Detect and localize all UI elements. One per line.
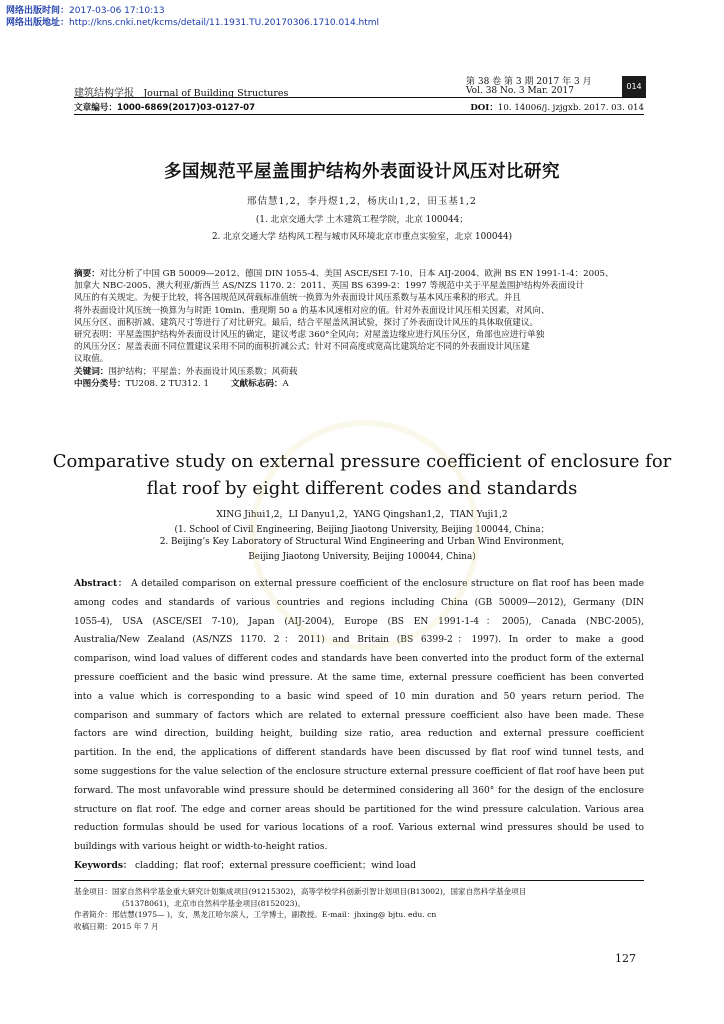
article-number-badge: 014 xyxy=(622,76,646,98)
abstract-cn-line: 研究表明：平屋盖围护结构外表面设计风压的确定，建议考虑 360°全风向；对屋盖边缘应进行风压分区，角部也应进行单独 xyxy=(74,330,545,341)
doi-value[interactable]: 10. 14006/j. jzjgxb. 2017. 03. 014 xyxy=(497,103,644,113)
abstract-en-line: factors are wind direction, building height, building size ratio, area reduction and external pressure coefficient xyxy=(74,729,644,740)
abstract-cn-line: 将外表面设计风压统一换算为与时距 10min、重现期 50 a 的基本风速相对应的值。针对外表面设计风压相关因素，对风向、 xyxy=(74,305,550,316)
abstract-en xyxy=(74,575,644,876)
abstract-cn-label: 摘要： xyxy=(74,269,100,279)
authors-en: XING Jihui1,2，LI Danyu1,2，YANG Qingshan1,2，TIAN Yuji1,2 xyxy=(216,510,508,520)
abstract-en-line: partition. In the end, the applications of different standards have been discussed by flat roof wind tunnel tests, and xyxy=(74,748,644,759)
abstract-cn xyxy=(74,268,644,390)
abstract-en-line: comparison, wind load values of different codes and standards have been converted into the product form of the external xyxy=(74,654,644,665)
abstract-cn-line: 议取值。 xyxy=(74,354,109,365)
abstract-cn-line: 风压的有关规定。为便于比较，将各国规范风荷载标准值统一换算为外表面设计风压系数与基本风压乘积的形式。并且 xyxy=(74,293,521,304)
keywords-en-value: cladding；flat roof；external pressure coefficient；wind load xyxy=(134,860,416,871)
publish-time-value: 2017-03-06 17:10:13 xyxy=(69,6,165,16)
received-date-line: 收稿日期：2015 年 7 月 xyxy=(74,921,159,931)
journal-issue-cn: 第 38 卷 第 3 期 2017 年 3 月 xyxy=(466,77,592,87)
keywords-cn-value: 围护结构；平屋盖；外表面设计风压系数；风荷载 xyxy=(108,366,298,377)
abstract-en-line: some suggestions for the value selection of the enclosure structure external pressure coefficient of flat roof have been put xyxy=(74,766,644,777)
clc-value: TU208. 2 TU312. 1 xyxy=(125,378,209,389)
fund-line: 基金项目：国家自然科学基金重大研究计划集成项目(91215302)，高等学校学科创新引智计划项目(B13002)，国家自然科学基金项目 xyxy=(74,887,527,896)
footnotes xyxy=(74,886,644,932)
abstract-cn-line: 摘要：对比分析了中国 GB 50009—2012、德国 DIN 1055-4、美国 ASCE/SEI 7-10、日本 AIJ-2004、欧洲 BS EN 1991-1-4：2005、 xyxy=(74,269,614,279)
affiliation-en-1: (1. School of Civil Engineering, Beijing Jiaotong University, Beijing 100044, China； xyxy=(174,525,550,535)
fund-line-continued: (51378061)，北京市自然科学基金项目(8152023)。 xyxy=(122,898,306,908)
abstract-en-line: pressure coefficient and the basic wind pressure. At the same time, external pressure coefficient has been converted xyxy=(74,672,644,683)
header-rule-thick xyxy=(74,97,644,98)
header-rule-thin xyxy=(74,114,644,115)
abstract-en-line: structure on flat roof. The edge and corner areas should be partitioned for the wind pressure calculation. Various area xyxy=(74,804,644,815)
author-intro-line: 作者简介：邢佶慧(1975— )，女，黑龙江哈尔滨人，工学博士，副教授。E-mail：jhxing@ bjtu. edu. cn xyxy=(74,910,437,919)
abstract-cn-line: 加拿大 NBC-2005、澳大利亚/新西兰 AS/NZS 1170. 2：2011、英国 BS 6399-2：1997 等规范中关于平屋盖围护结构外表面设计 xyxy=(74,281,585,292)
affiliation-cn-2: 2. 北京交通大学 结构风工程与城市风环境北京市重点实验室，北京 100044) xyxy=(211,232,513,242)
journal-name-en: Journal of Building Structures xyxy=(143,88,289,99)
publish-url-label: 网络出版地址： xyxy=(6,18,70,28)
abstract-en-line: forward. The most unfavorable wind pressure should be determined considering all 360° for the design of the enclosure xyxy=(74,785,644,796)
publish-time-label: 网络出版时间： xyxy=(6,6,70,16)
article-number: 文章编号：1000-6869(2017)03-0127-07 xyxy=(74,103,256,113)
abstract-en-line: among codes and standards of various countries and regions including China (GB 50009—2012), Germany (DIN xyxy=(74,597,644,608)
title-en-line-2: flat roof by eight different codes and standards xyxy=(146,478,578,499)
classification-line xyxy=(74,378,644,390)
abstract-en-label: Abstract： xyxy=(74,578,128,589)
abstract-en-line: reduction formulas should be used for various locations of a roof. Various external wind pressures should be used to xyxy=(74,823,644,834)
abstract-en-line: 1055-4), USA (ASCE/SEI 7-10), Japan (AIJ-2004), Europe (BS EN 1991-1-4：2005), Canada (NBC-2005), xyxy=(74,616,644,627)
abstract-en-line: into a value which is corresponding to a basic wind speed of 10 min duration and 50 years return period. The xyxy=(74,691,644,702)
footnote-rule xyxy=(74,880,644,881)
clc-label: 中图分类号： xyxy=(74,378,126,389)
doc-code-label: 文献标志码： xyxy=(230,378,283,389)
affiliation-cn-1: (1. 北京交通大学 土木建筑工程学院，北京 100044； xyxy=(255,215,469,225)
doi xyxy=(470,101,644,113)
authors-cn: 邢佶慧1,2，李丹煜1,2，杨庆山1,2，田玉基1,2 xyxy=(247,196,477,207)
keywords-en-label: Keywords： xyxy=(74,859,133,871)
keywords-cn xyxy=(74,366,644,378)
title-cn: 多国规范平屋盖围护结构外表面设计风压对比研究 xyxy=(164,162,560,182)
cnki-publish-url xyxy=(6,15,379,28)
doi-label: DOI： xyxy=(470,103,498,113)
title-en-line-1: Comparative study on external pressure coefficient of enclosure for xyxy=(52,451,672,472)
affiliation-en-3: Beijing Jiaotong University, Beijing 100044, China) xyxy=(248,552,476,562)
doc-code-value: A xyxy=(282,378,289,389)
abstract-en-line: Australia/New Zealand (AS/NZS 1170. 2：2011) and Britain (BS 6399-2：1997). In order to make a good xyxy=(74,635,644,646)
keywords-en xyxy=(74,857,644,876)
abstract-en-line: comparison and summary of factors which are related to external pressure coefficient also have been made. These xyxy=(74,710,644,721)
journal-name-cn: 建筑结构学报 xyxy=(74,88,134,99)
abstract-en-line: Abstract： A detailed comparison on external pressure coefficient of the enclosure structure on flat roof has been made xyxy=(74,578,644,589)
abstract-en-line: buildings with various height or width-to-height ratios. xyxy=(74,842,328,853)
keywords-cn-label: 关键词： xyxy=(74,366,109,377)
journal-issue-en: Vol. 38 No. 3 Mar. 2017 xyxy=(466,86,574,96)
abstract-cn-line: 的风压分区；屋盖表面不同位置建议采用不同的面积折减公式；针对不同高度或宽高比建筑给定不同的外表面设计风压建 xyxy=(74,342,530,353)
page-number: 127 xyxy=(615,952,636,965)
abstract-cn-line: 风压分区、面积折减、建筑尺寸等进行了对比研究。最后，结合平屋盖风洞试验，探讨了外表面设计风压的具体取值建议。 xyxy=(74,317,539,328)
affiliation-en-2: 2. Beijing’s Key Laboratory of Structural Wind Engineering and Urban Wind Environment, xyxy=(159,537,565,547)
publish-url-link[interactable]: http://kns.cnki.net/kcms/detail/11.1931.TU.20170306.1710.014.html xyxy=(69,18,380,28)
